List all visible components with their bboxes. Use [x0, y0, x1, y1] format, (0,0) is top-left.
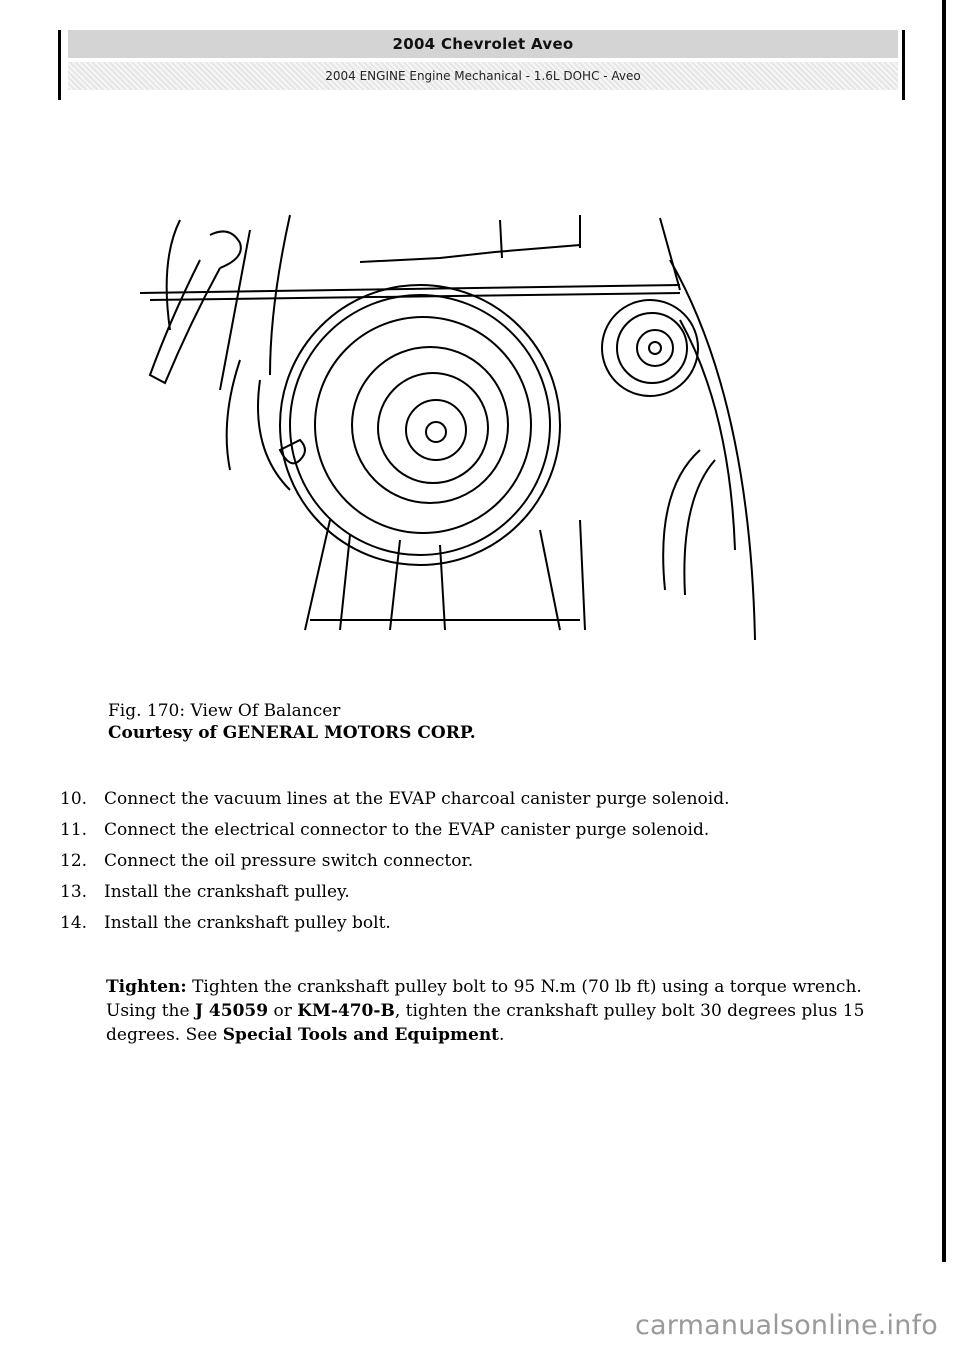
list-item: [60, 881, 900, 912]
watermark: carmanualsonline.info: [635, 1310, 938, 1341]
figure-caption: Fig. 170: View Of Balancer: [108, 701, 341, 721]
tighten-text-1: Tighten the crankshaft pulley bolt to 95 N.m (70 lb ft) using a torque wrench. Using the: [106, 977, 862, 1021]
balancer-figure: [140, 200, 760, 640]
tighten-text-2: or: [268, 1001, 298, 1021]
step-number: 10.: [60, 789, 88, 809]
step-number: 13.: [60, 882, 88, 902]
step-text: Connect the vacuum lines at the EVAP charcoal canister purge solenoid.: [104, 789, 730, 809]
balancer-illustration: [140, 200, 760, 640]
step-number: 12.: [60, 851, 88, 871]
list-item: [60, 912, 900, 943]
step-text: Install the crankshaft pulley bolt.: [104, 913, 391, 933]
tool-km470b: KM-470-B: [297, 1001, 395, 1021]
document-title: 2004 Chevrolet Aveo: [68, 30, 898, 58]
procedure-steps: [60, 788, 900, 943]
step-number: 14.: [60, 913, 88, 933]
list-item: [60, 788, 900, 819]
tighten-text-4: .: [499, 1025, 505, 1045]
page-right-rule: [942, 0, 946, 1262]
tighten-text-3: , tighten the crankshaft pulley bolt 30 degrees plus 15 degrees. See: [106, 1001, 865, 1045]
document-subtitle: 2004 ENGINE Engine Mechanical - 1.6L DOHC - Aveo: [68, 62, 898, 90]
special-tools-link[interactable]: Special Tools and Equipment: [222, 1025, 500, 1045]
step-number: 11.: [60, 820, 88, 840]
step-text: Connect the electrical connector to the EVAP canister purge solenoid.: [104, 820, 710, 840]
tighten-label: Tighten:: [106, 977, 187, 997]
figure-caption-block: [108, 700, 476, 744]
list-item: [60, 850, 900, 881]
tighten-note: [106, 975, 906, 1047]
list-item: [60, 819, 900, 850]
step-text: Connect the oil pressure switch connector.: [104, 851, 474, 871]
step-text: Install the crankshaft pulley.: [104, 882, 350, 902]
header-left-rule: [58, 30, 61, 100]
header-right-rule: [902, 30, 905, 100]
tool-j45059: J 45059: [194, 1001, 269, 1021]
figure-credit: Courtesy of GENERAL MOTORS CORP.: [108, 723, 476, 743]
